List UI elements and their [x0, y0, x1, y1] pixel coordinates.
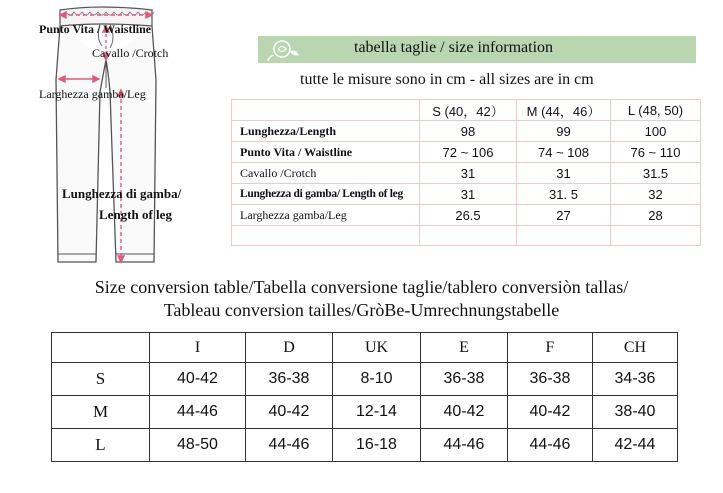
row-label-waistline: Punto Vita / Waistline	[232, 142, 420, 163]
conversion-header-cell: CH	[593, 333, 678, 363]
empty-cell	[420, 226, 517, 246]
size-table-header-cell: S (40，42）	[420, 100, 517, 121]
conversion-header-cell	[52, 333, 150, 363]
size-table-cell: 31. 5	[517, 184, 611, 205]
conversion-cell: 44-46	[246, 429, 333, 462]
conversion-cell: 12-14	[333, 396, 421, 429]
conversion-header-cell: UK	[333, 333, 421, 363]
size-table-cell: 31.5	[611, 163, 701, 184]
conversion-row	[52, 396, 678, 429]
units-note: tutte le misure sono in cm - all sizes are in cm	[300, 71, 594, 88]
size-table-cell: 28	[611, 205, 701, 226]
conversion-cell: 44-46	[150, 396, 246, 429]
conversion-size-label: L	[52, 429, 150, 462]
size-table-cell: 32	[611, 184, 701, 205]
conversion-row	[52, 363, 678, 396]
size-info-title: tabella taglie / size information	[354, 39, 554, 56]
rose-icon	[264, 37, 304, 62]
conversion-cell: 40-42	[421, 396, 508, 429]
size-table-cell: 26.5	[420, 205, 517, 226]
pants-outline	[0, 0, 230, 275]
conversion-table	[51, 332, 678, 462]
leg-length-label-line1: Lunghezza di gamba/	[62, 186, 182, 201]
size-table-cell: 76 ~ 110	[611, 142, 701, 163]
size-table-row	[232, 163, 701, 184]
size-info-banner	[258, 36, 696, 63]
size-table-row	[232, 205, 701, 226]
conversion-header-cell: I	[150, 333, 246, 363]
conversion-cell: 40-42	[150, 363, 246, 396]
conversion-size-label: S	[52, 363, 150, 396]
leg-width-label: Larghezza gamba/Leg	[39, 87, 146, 101]
empty-cell	[611, 226, 701, 246]
size-table-cell: 27	[517, 205, 611, 226]
conversion-cell: 36-38	[421, 363, 508, 396]
leg-length-label-line2: Length of leg	[99, 207, 172, 222]
size-table-cell: 31	[517, 163, 611, 184]
size-table-header-cell	[232, 100, 420, 121]
size-table-header-row	[232, 100, 701, 121]
waistline-label: Punto Vita / Waistline	[39, 22, 152, 36]
size-table-cell: 74 ~ 108	[517, 142, 611, 163]
row-label-leg-width: Larghezza gamba/Leg	[232, 205, 420, 226]
conversion-cell: 40-42	[508, 396, 593, 429]
size-table-cell: 99	[517, 121, 611, 142]
conversion-title-line2: Tableau conversion tailles/GròBe-Umrechnungstabelle	[163, 300, 560, 320]
row-label-length: Lunghezza/Length	[232, 121, 420, 142]
conversion-cell: 44-46	[421, 429, 508, 462]
conversion-cell: 42-44	[593, 429, 678, 462]
conversion-title-line1: Size conversion table/Tabella conversione taglie/tablero conversiòn tallas/	[94, 277, 629, 297]
row-label-crotch: Cavallo /Crotch	[232, 163, 420, 184]
conversion-header-cell: F	[508, 333, 593, 363]
size-table-row	[232, 142, 701, 163]
conversion-cell: 40-42	[246, 396, 333, 429]
row-label-leg-length: Lunghezza di gamba/ Length of leg	[232, 184, 420, 205]
size-table-cell: 72 ~ 106	[420, 142, 517, 163]
conversion-cell: 36-38	[508, 363, 593, 396]
size-table-cell: 98	[420, 121, 517, 142]
conversion-cell: 16-18	[333, 429, 421, 462]
crotch-label: Cavallo /Crotch	[92, 46, 169, 60]
size-table-cell: 31	[420, 163, 517, 184]
size-table-cell: 100	[611, 121, 701, 142]
conversion-cell: 38-40	[593, 396, 678, 429]
conversion-size-label: M	[52, 396, 150, 429]
size-table-header-cell: L (48, 50)	[611, 100, 701, 121]
conversion-header-cell: E	[421, 333, 508, 363]
size-table-empty-row	[232, 226, 701, 246]
size-table-row	[232, 184, 701, 205]
size-table-cell: 31	[420, 184, 517, 205]
size-table-row	[232, 121, 701, 142]
size-table-header-cell: M (44，46）	[517, 100, 611, 121]
conversion-header-row	[52, 333, 678, 363]
size-table	[231, 99, 701, 246]
conversion-cell: 48-50	[150, 429, 246, 462]
conversion-cell: 36-38	[246, 363, 333, 396]
empty-cell	[232, 226, 420, 246]
conversion-row	[52, 429, 678, 462]
conversion-header-cell: D	[246, 333, 333, 363]
conversion-cell: 8-10	[333, 363, 421, 396]
pants-diagram	[0, 0, 230, 275]
empty-cell	[517, 226, 611, 246]
conversion-cell: 44-46	[508, 429, 593, 462]
conversion-cell: 34-36	[593, 363, 678, 396]
